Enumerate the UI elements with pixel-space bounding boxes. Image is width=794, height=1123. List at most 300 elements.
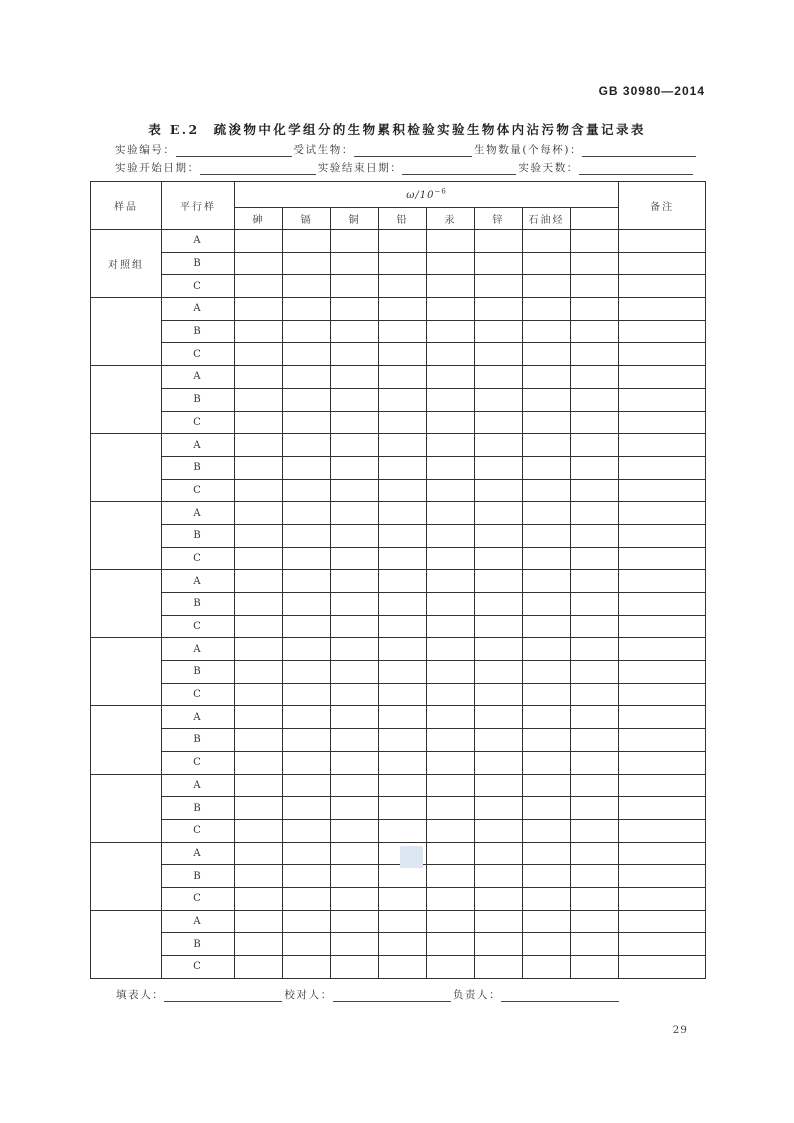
value-cell[interactable] (571, 479, 619, 502)
value-cell[interactable] (475, 388, 523, 411)
value-cell[interactable] (331, 683, 379, 706)
value-cell[interactable] (379, 729, 427, 752)
value-cell[interactable] (235, 570, 283, 593)
value-cell[interactable] (331, 434, 379, 457)
value-cell[interactable] (427, 910, 475, 933)
value-cell[interactable] (427, 547, 475, 570)
value-cell[interactable] (283, 593, 331, 616)
value-cell[interactable] (571, 615, 619, 638)
value-cell[interactable] (427, 842, 475, 865)
remarks-cell[interactable] (619, 252, 706, 275)
value-cell[interactable] (235, 388, 283, 411)
value-cell[interactable] (283, 887, 331, 910)
value-cell[interactable] (235, 502, 283, 525)
value-cell[interactable] (571, 819, 619, 842)
value-cell[interactable] (235, 729, 283, 752)
value-cell[interactable] (235, 230, 283, 253)
value-cell[interactable] (331, 706, 379, 729)
value-cell[interactable] (283, 774, 331, 797)
value-cell[interactable] (235, 910, 283, 933)
value-cell[interactable] (427, 956, 475, 979)
value-cell[interactable] (523, 547, 571, 570)
remarks-cell[interactable] (619, 388, 706, 411)
value-cell[interactable] (235, 320, 283, 343)
value-cell[interactable] (475, 887, 523, 910)
value-cell[interactable] (523, 524, 571, 547)
value-cell[interactable] (475, 524, 523, 547)
value-cell[interactable] (331, 570, 379, 593)
value-cell[interactable] (427, 502, 475, 525)
remarks-cell[interactable] (619, 729, 706, 752)
value-cell[interactable] (379, 298, 427, 321)
value-cell[interactable] (331, 547, 379, 570)
remarks-cell[interactable] (619, 865, 706, 888)
value-cell[interactable] (283, 320, 331, 343)
value-cell[interactable] (235, 933, 283, 956)
value-cell[interactable] (331, 933, 379, 956)
remarks-cell[interactable] (619, 298, 706, 321)
sample-group-cell[interactable] (91, 502, 162, 570)
value-cell[interactable] (523, 865, 571, 888)
field-blank-experiment-no[interactable] (176, 144, 292, 157)
remarks-cell[interactable] (619, 456, 706, 479)
value-cell[interactable] (475, 865, 523, 888)
value-cell[interactable] (475, 298, 523, 321)
value-cell[interactable] (523, 615, 571, 638)
remarks-cell[interactable] (619, 366, 706, 389)
value-cell[interactable] (235, 366, 283, 389)
value-cell[interactable] (331, 593, 379, 616)
value-cell[interactable] (427, 320, 475, 343)
value-cell[interactable] (523, 570, 571, 593)
value-cell[interactable] (283, 661, 331, 684)
value-cell[interactable] (283, 729, 331, 752)
value-cell[interactable] (379, 615, 427, 638)
value-cell[interactable] (379, 683, 427, 706)
value-cell[interactable] (379, 252, 427, 275)
value-cell[interactable] (523, 411, 571, 434)
value-cell[interactable] (235, 661, 283, 684)
value-cell[interactable] (235, 638, 283, 661)
value-cell[interactable] (427, 230, 475, 253)
value-cell[interactable] (379, 320, 427, 343)
value-cell[interactable] (475, 366, 523, 389)
value-cell[interactable] (427, 729, 475, 752)
value-cell[interactable] (235, 706, 283, 729)
remarks-cell[interactable] (619, 434, 706, 457)
value-cell[interactable] (331, 275, 379, 298)
value-cell[interactable] (427, 411, 475, 434)
remarks-cell[interactable] (619, 933, 706, 956)
value-cell[interactable] (235, 593, 283, 616)
value-cell[interactable] (475, 456, 523, 479)
value-cell[interactable] (475, 570, 523, 593)
value-cell[interactable] (523, 434, 571, 457)
value-cell[interactable] (283, 797, 331, 820)
value-cell[interactable] (283, 819, 331, 842)
value-cell[interactable] (379, 502, 427, 525)
remarks-cell[interactable] (619, 842, 706, 865)
field-blank-organism-count[interactable] (582, 144, 696, 157)
value-cell[interactable] (475, 593, 523, 616)
sample-group-cell[interactable] (91, 298, 162, 366)
sample-group-cell[interactable]: 对照组 (91, 230, 162, 298)
value-cell[interactable] (283, 230, 331, 253)
value-cell[interactable] (427, 865, 475, 888)
remarks-cell[interactable] (619, 683, 706, 706)
value-cell[interactable] (331, 774, 379, 797)
value-cell[interactable] (523, 887, 571, 910)
value-cell[interactable] (235, 343, 283, 366)
value-cell[interactable] (331, 865, 379, 888)
value-cell[interactable] (379, 343, 427, 366)
value-cell[interactable] (523, 275, 571, 298)
value-cell[interactable] (331, 819, 379, 842)
value-cell[interactable] (427, 819, 475, 842)
value-cell[interactable] (331, 524, 379, 547)
value-cell[interactable] (523, 230, 571, 253)
value-cell[interactable] (427, 456, 475, 479)
value-cell[interactable] (379, 819, 427, 842)
value-cell[interactable] (331, 615, 379, 638)
value-cell[interactable] (379, 593, 427, 616)
value-cell[interactable] (235, 456, 283, 479)
value-cell[interactable] (379, 547, 427, 570)
value-cell[interactable] (379, 524, 427, 547)
value-cell[interactable] (235, 887, 283, 910)
value-cell[interactable] (283, 570, 331, 593)
value-cell[interactable] (475, 774, 523, 797)
value-cell[interactable] (523, 320, 571, 343)
value-cell[interactable] (571, 320, 619, 343)
value-cell[interactable] (523, 298, 571, 321)
value-cell[interactable] (283, 956, 331, 979)
value-cell[interactable] (427, 933, 475, 956)
value-cell[interactable] (571, 638, 619, 661)
value-cell[interactable] (331, 366, 379, 389)
value-cell[interactable] (379, 366, 427, 389)
value-cell[interactable] (235, 774, 283, 797)
value-cell[interactable] (235, 547, 283, 570)
value-cell[interactable] (283, 615, 331, 638)
value-cell[interactable] (283, 343, 331, 366)
value-cell[interactable] (283, 706, 331, 729)
value-cell[interactable] (427, 615, 475, 638)
value-cell[interactable] (379, 956, 427, 979)
value-cell[interactable] (283, 456, 331, 479)
footer-blank-responsible[interactable] (501, 989, 619, 1002)
remarks-cell[interactable] (619, 320, 706, 343)
value-cell[interactable] (523, 593, 571, 616)
value-cell[interactable] (427, 706, 475, 729)
value-cell[interactable] (475, 615, 523, 638)
value-cell[interactable] (571, 706, 619, 729)
value-cell[interactable] (523, 366, 571, 389)
value-cell[interactable] (379, 774, 427, 797)
remarks-cell[interactable] (619, 479, 706, 502)
remarks-cell[interactable] (619, 887, 706, 910)
value-cell[interactable] (571, 570, 619, 593)
value-cell[interactable] (571, 275, 619, 298)
field-blank-end-date[interactable] (402, 162, 516, 175)
value-cell[interactable] (379, 706, 427, 729)
value-cell[interactable] (523, 502, 571, 525)
value-cell[interactable] (283, 411, 331, 434)
value-cell[interactable] (235, 524, 283, 547)
value-cell[interactable] (427, 524, 475, 547)
value-cell[interactable] (571, 729, 619, 752)
value-cell[interactable] (427, 388, 475, 411)
remarks-cell[interactable] (619, 570, 706, 593)
value-cell[interactable] (283, 298, 331, 321)
value-cell[interactable] (331, 661, 379, 684)
value-cell[interactable] (379, 751, 427, 774)
remarks-cell[interactable] (619, 774, 706, 797)
value-cell[interactable] (379, 434, 427, 457)
value-cell[interactable] (571, 388, 619, 411)
value-cell[interactable] (523, 751, 571, 774)
sample-group-cell[interactable] (91, 366, 162, 434)
value-cell[interactable] (331, 252, 379, 275)
value-cell[interactable] (235, 751, 283, 774)
value-cell[interactable] (475, 343, 523, 366)
value-cell[interactable] (379, 456, 427, 479)
value-cell[interactable] (475, 910, 523, 933)
value-cell[interactable] (571, 456, 619, 479)
value-cell[interactable] (427, 661, 475, 684)
value-cell[interactable] (379, 865, 427, 888)
value-cell[interactable] (475, 479, 523, 502)
value-cell[interactable] (523, 774, 571, 797)
value-cell[interactable] (427, 343, 475, 366)
value-cell[interactable] (331, 320, 379, 343)
value-cell[interactable] (379, 661, 427, 684)
remarks-cell[interactable] (619, 343, 706, 366)
remarks-cell[interactable] (619, 638, 706, 661)
remarks-cell[interactable] (619, 411, 706, 434)
value-cell[interactable] (379, 275, 427, 298)
value-cell[interactable] (571, 774, 619, 797)
value-cell[interactable] (331, 298, 379, 321)
value-cell[interactable] (571, 343, 619, 366)
value-cell[interactable] (571, 956, 619, 979)
value-cell[interactable] (475, 729, 523, 752)
value-cell[interactable] (427, 479, 475, 502)
value-cell[interactable] (235, 797, 283, 820)
value-cell[interactable] (235, 842, 283, 865)
value-cell[interactable] (523, 479, 571, 502)
remarks-cell[interactable] (619, 524, 706, 547)
value-cell[interactable] (283, 933, 331, 956)
value-cell[interactable] (427, 275, 475, 298)
value-cell[interactable] (379, 230, 427, 253)
value-cell[interactable] (571, 366, 619, 389)
value-cell[interactable] (331, 411, 379, 434)
value-cell[interactable] (331, 456, 379, 479)
value-cell[interactable] (283, 547, 331, 570)
value-cell[interactable] (379, 797, 427, 820)
value-cell[interactable] (283, 524, 331, 547)
value-cell[interactable] (427, 774, 475, 797)
value-cell[interactable] (235, 298, 283, 321)
value-cell[interactable] (331, 751, 379, 774)
value-cell[interactable] (475, 547, 523, 570)
value-cell[interactable] (283, 366, 331, 389)
value-cell[interactable] (331, 343, 379, 366)
value-cell[interactable] (379, 411, 427, 434)
footer-blank-checked-by[interactable] (333, 989, 451, 1002)
value-cell[interactable] (379, 638, 427, 661)
value-cell[interactable] (283, 388, 331, 411)
value-cell[interactable] (523, 933, 571, 956)
value-cell[interactable] (235, 411, 283, 434)
sample-group-cell[interactable] (91, 638, 162, 706)
value-cell[interactable] (235, 275, 283, 298)
value-cell[interactable] (571, 434, 619, 457)
value-cell[interactable] (475, 275, 523, 298)
value-cell[interactable] (235, 479, 283, 502)
value-cell[interactable] (235, 252, 283, 275)
field-blank-test-days[interactable] (579, 162, 693, 175)
value-cell[interactable] (427, 298, 475, 321)
value-cell[interactable] (379, 910, 427, 933)
value-cell[interactable] (283, 842, 331, 865)
value-cell[interactable] (571, 230, 619, 253)
value-cell[interactable] (475, 706, 523, 729)
value-cell[interactable] (571, 751, 619, 774)
field-blank-test-organism[interactable] (354, 144, 472, 157)
value-cell[interactable] (523, 388, 571, 411)
value-cell[interactable] (475, 819, 523, 842)
value-cell[interactable] (475, 252, 523, 275)
value-cell[interactable] (283, 252, 331, 275)
value-cell[interactable] (283, 638, 331, 661)
value-cell[interactable] (283, 683, 331, 706)
value-cell[interactable] (235, 819, 283, 842)
value-cell[interactable] (379, 479, 427, 502)
value-cell[interactable] (475, 661, 523, 684)
value-cell[interactable] (475, 751, 523, 774)
value-cell[interactable] (235, 615, 283, 638)
sample-group-cell[interactable] (91, 706, 162, 774)
field-blank-start-date[interactable] (200, 162, 316, 175)
value-cell[interactable] (331, 230, 379, 253)
value-cell[interactable] (235, 956, 283, 979)
remarks-cell[interactable] (619, 706, 706, 729)
value-cell[interactable] (283, 502, 331, 525)
value-cell[interactable] (283, 434, 331, 457)
value-cell[interactable] (235, 434, 283, 457)
value-cell[interactable] (571, 683, 619, 706)
value-cell[interactable] (523, 729, 571, 752)
value-cell[interactable] (523, 661, 571, 684)
sample-group-cell[interactable] (91, 774, 162, 842)
value-cell[interactable] (475, 434, 523, 457)
value-cell[interactable] (379, 570, 427, 593)
value-cell[interactable] (571, 933, 619, 956)
remarks-cell[interactable] (619, 275, 706, 298)
value-cell[interactable] (331, 956, 379, 979)
value-cell[interactable] (475, 320, 523, 343)
value-cell[interactable] (523, 683, 571, 706)
value-cell[interactable] (427, 683, 475, 706)
remarks-cell[interactable] (619, 661, 706, 684)
value-cell[interactable] (427, 887, 475, 910)
value-cell[interactable] (571, 502, 619, 525)
sample-group-cell[interactable] (91, 570, 162, 638)
value-cell[interactable] (571, 593, 619, 616)
value-cell[interactable] (571, 298, 619, 321)
value-cell[interactable] (523, 819, 571, 842)
value-cell[interactable] (235, 683, 283, 706)
value-cell[interactable] (283, 275, 331, 298)
value-cell[interactable] (379, 887, 427, 910)
value-cell[interactable] (331, 910, 379, 933)
value-cell[interactable] (523, 956, 571, 979)
value-cell[interactable] (475, 842, 523, 865)
value-cell[interactable] (331, 638, 379, 661)
value-cell[interactable] (427, 434, 475, 457)
value-cell[interactable] (571, 661, 619, 684)
value-cell[interactable] (331, 797, 379, 820)
value-cell[interactable] (427, 751, 475, 774)
value-cell[interactable] (571, 252, 619, 275)
value-cell[interactable] (523, 638, 571, 661)
value-cell[interactable] (571, 865, 619, 888)
value-cell[interactable] (523, 252, 571, 275)
value-cell[interactable] (475, 638, 523, 661)
sample-group-cell[interactable] (91, 434, 162, 502)
remarks-cell[interactable] (619, 502, 706, 525)
value-cell[interactable] (379, 933, 427, 956)
value-cell[interactable] (523, 842, 571, 865)
value-cell[interactable] (571, 887, 619, 910)
value-cell[interactable] (475, 797, 523, 820)
remarks-cell[interactable] (619, 593, 706, 616)
value-cell[interactable] (427, 638, 475, 661)
value-cell[interactable] (523, 343, 571, 366)
value-cell[interactable] (475, 933, 523, 956)
value-cell[interactable] (283, 910, 331, 933)
value-cell[interactable] (331, 502, 379, 525)
value-cell[interactable] (475, 411, 523, 434)
value-cell[interactable] (523, 456, 571, 479)
value-cell[interactable] (235, 865, 283, 888)
value-cell[interactable] (379, 388, 427, 411)
value-cell[interactable] (331, 388, 379, 411)
value-cell[interactable] (475, 956, 523, 979)
value-cell[interactable] (331, 842, 379, 865)
value-cell[interactable] (475, 502, 523, 525)
sample-group-cell[interactable] (91, 842, 162, 910)
value-cell[interactable] (331, 479, 379, 502)
remarks-cell[interactable] (619, 797, 706, 820)
value-cell[interactable] (331, 729, 379, 752)
value-cell[interactable] (571, 910, 619, 933)
value-cell[interactable] (283, 751, 331, 774)
value-cell[interactable] (571, 797, 619, 820)
value-cell[interactable] (283, 865, 331, 888)
value-cell[interactable] (427, 593, 475, 616)
remarks-cell[interactable] (619, 547, 706, 570)
value-cell[interactable] (571, 411, 619, 434)
value-cell[interactable] (523, 910, 571, 933)
remarks-cell[interactable] (619, 819, 706, 842)
value-cell[interactable] (571, 524, 619, 547)
value-cell[interactable] (523, 797, 571, 820)
value-cell[interactable] (571, 547, 619, 570)
value-cell[interactable] (427, 570, 475, 593)
